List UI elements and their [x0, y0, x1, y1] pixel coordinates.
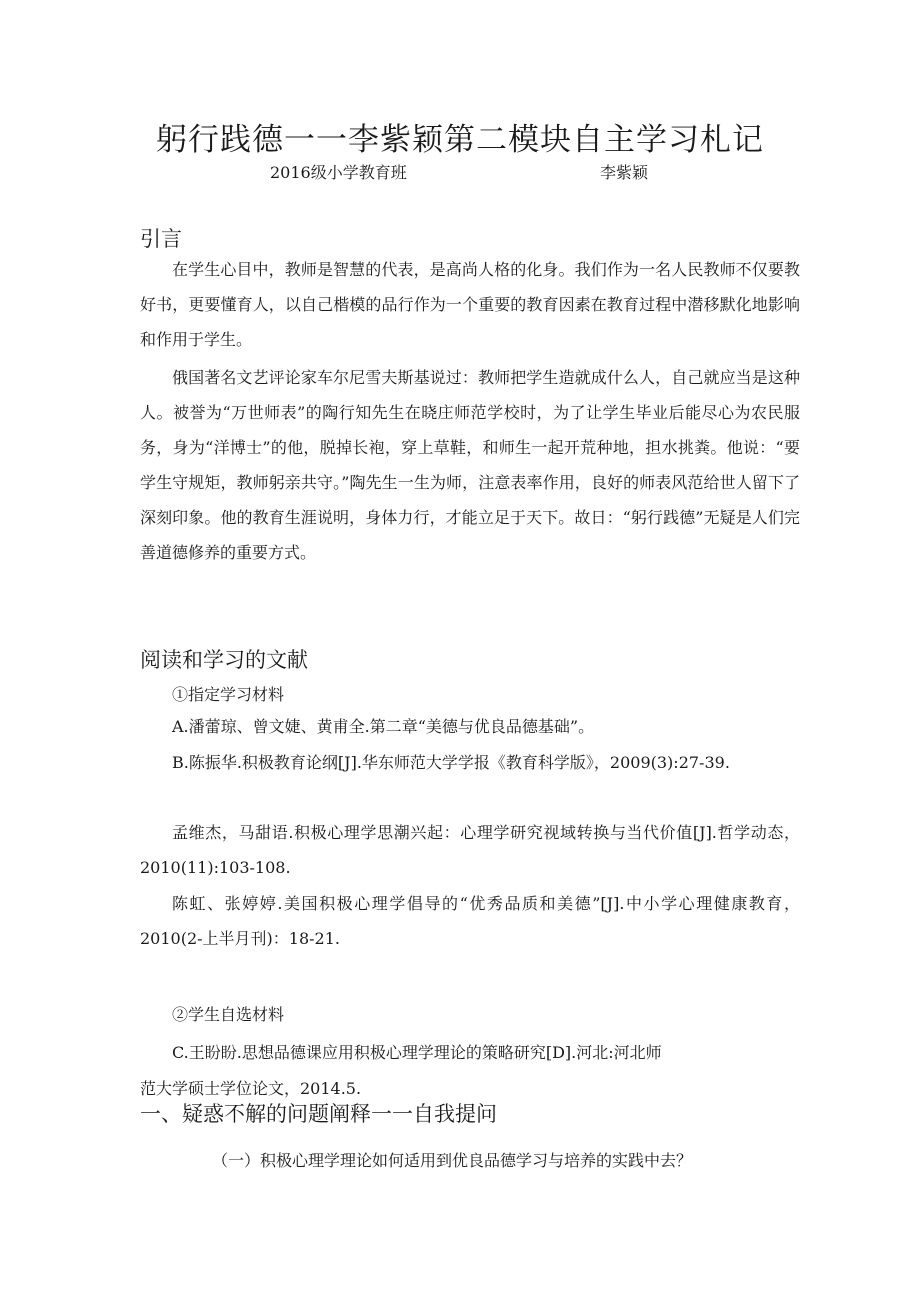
author-name: 李紫颖: [600, 163, 649, 182]
reference-c: 孟维杰，马甜语.积极心理学思潮兴起：心理学研究视域转换与当代价值[J].哲学动态，2010(11):103-108.: [140, 823, 800, 877]
class-label: 2016级小学教育班: [270, 163, 407, 182]
intro-paragraph-2: 俄国著名文艺评论家车尔尼雪夫斯基说过：教师把学生造就成什么人，自己就应当是这种人。被誉为“万世师表”的陶行知先生在晓庄师范学校时，为了让学生毕业后能尽心为农民服务，身为“洋博士”的他，脱掉长袍，穿上草鞋，和师生一起开荒种地，担水挑粪。他说：“要学生守规矩，教师躬亲共守。”陶先生一生为师，注意表率作用，良好的师表风范给世人留下了深刻印象。他的教育生涯说明，身体力行，才能立足于天下。故日：“躬行践德”无疑是人们完善道德修养的重要方式。: [140, 368, 800, 562]
document-title: 躬行践德一一李紫颖第二模块自主学习札记: [156, 122, 764, 158]
assigned-materials-label: ①指定学习材料: [172, 685, 285, 704]
intro-heading: 引言: [140, 227, 182, 251]
reference-b: B.陈振华.积极教育论纲[J].华东师范大学学报《教育科学版》，2009(3):27-39.: [172, 753, 730, 772]
intro-paragraph-1: 在学生心目中，教师是智慧的代表，是高尚人格的化身。我们作为一名人民教师不仅要教好书，更要懂育人，以自己楷模的品行作为一个重要的教育因素在教育过程中潜移默化地影响和作用于学生。: [140, 260, 800, 349]
reference-e-line-1: C.王盼盼.思想品德课应用积极心理学理论的策略研究[D].河北:河北师: [172, 1043, 662, 1062]
section-1-question-1: （一）积极心理学理论如何适用到优良品德学习与培养的实践中去？: [212, 1151, 693, 1170]
reference-d: 陈虹、张婷婷.美国积极心理学倡导的“优秀品质和美德”[J].中小学心理健康教育，2010(2-上半月刊)：18-21.: [140, 894, 800, 948]
reference-e-line-2: 范大学硕士学位论文，2014.5.: [140, 1079, 362, 1098]
reference-a: A.潘蕾琼、曾文婕、黄甫全.第二章“美德与优良品德基础”。: [172, 717, 595, 736]
self-selected-materials-label: ②学生自选材料: [172, 1005, 285, 1024]
readings-heading: 阅读和学习的文献: [140, 648, 308, 672]
section-1-heading: 一、疑惑不解的问题阐释一一自我提问: [140, 1102, 497, 1126]
